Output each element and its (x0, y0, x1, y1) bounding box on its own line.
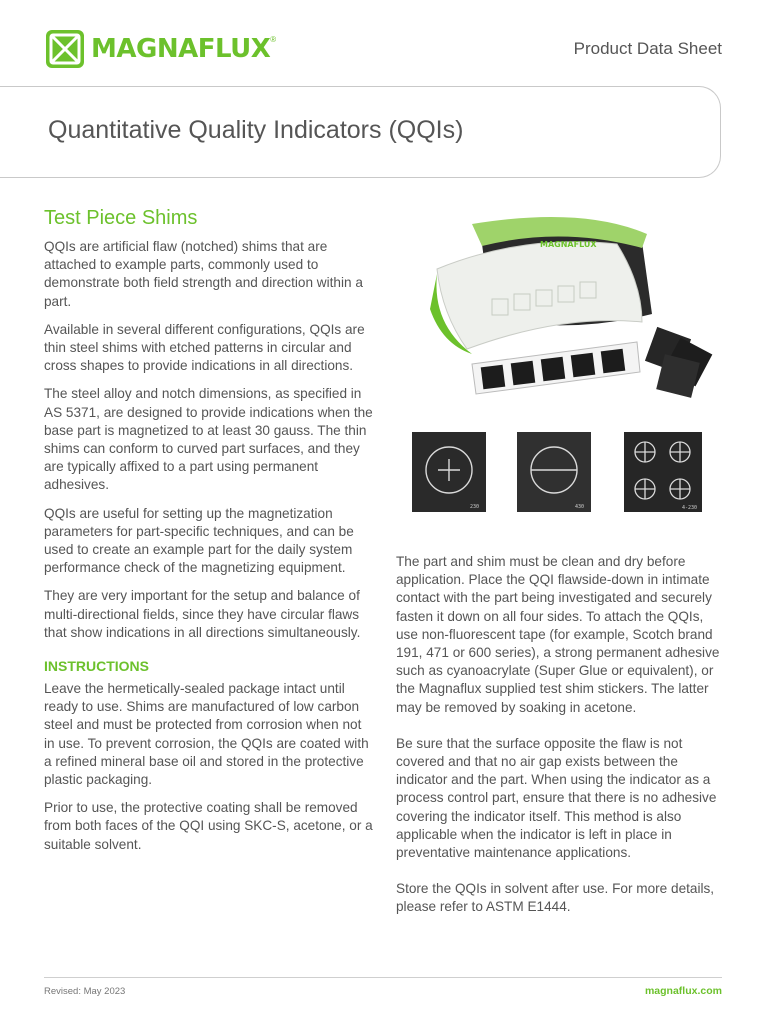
footer-divider (44, 977, 722, 978)
website-link[interactable]: magnaflux.com (644, 985, 722, 997)
section-heading: Test Piece Shims (44, 207, 198, 229)
shim-samples (410, 432, 726, 514)
magnaflux-logo-icon (45, 29, 85, 69)
shim-sample-four-circles (624, 432, 702, 512)
package-brand-text: MAGNAFLUX (540, 240, 597, 249)
product-package-image (412, 214, 722, 400)
shim-sample-circle-line (517, 432, 591, 512)
sample-label: 430 (575, 504, 585, 510)
section-paragraph: Available in several different configurations, QQIs are thin steel shims with etched patterns in circular and cross shapes to provide indications in all directions. (44, 321, 365, 374)
sample-label: 4-230 (682, 505, 698, 511)
sample-label: 230 (470, 504, 480, 510)
section-paragraph: They are very important for the setup and balance of multi-directional fields, since they have circular flaws that show indications in all directions simultaneously. (44, 588, 361, 640)
instructions-paragraph: The part and shim must be clean and dry before application. Place the QQI flawside-down in intimate contact with the part being investigated and securely fasten it down on all four sides. To attach the QQIs, use non-fluorescent tape (for example, Scotch brand 191, 471 or 600 series), a strong permanent adhesive such as cyanoacrylate (Super Glue or equivalent), or the Magnaflux supplied test shim stickers. The latter may be removed by soaking in acetone. (396, 554, 720, 715)
instructions-paragraph: Leave the hermetically-sealed package intact until ready to use. Shims are manufactured of low carbon steel and must be protected from corrosion when not in use. To prevent corrosion, the QQIs are coated with a refined mineral base oil and stored in the protective plastic packaging. (44, 681, 369, 788)
shim-sample-circle-cross (412, 432, 486, 512)
section-paragraph: QQIs are artificial flaw (notched) shims that are attached to example parts, commonly used to demonstrate both field strength and direction within a part. (44, 239, 363, 309)
document-type: Product Data Sheet (573, 39, 722, 58)
instructions-heading: INSTRUCTIONS (44, 658, 149, 675)
page-title: Quantitative Quality Indicators (QQIs) (48, 116, 464, 144)
section-paragraph: The steel alloy and notch dimensions, as specified in AS 5371, are designed to provide indications when the base part is magnetized to at least 30 gauss. The thin shims can conform to curved part surfaces, and they are typically affixed to a part using permanent adhesives. (44, 386, 373, 493)
instructions-paragraph: Prior to use, the protective coating shall be removed from both faces of the QQI using SKC-S, acetone, or a suitable solvent. (44, 800, 373, 852)
revision-date: Revised: May 2023 (44, 986, 126, 997)
left-column (44, 207, 374, 864)
section-paragraph: QQIs are useful for setting up the magnetization parameters for part-specific techniques, and can be used to create an example part for the daily system performance check of the magnetizing equipment. (44, 505, 354, 576)
brand-name: MAGNAFLUX (91, 34, 271, 64)
instructions-paragraph: Store the QQIs in solvent after use. For more details, please refer to ASTM E1444. (396, 881, 715, 915)
brand-logo (45, 29, 276, 69)
instructions-paragraph: Be sure that the surface opposite the flaw is not covered and that no air gap exists between the indicator and the part. When using the indicator as a process control part, ensure that there is no adhesive covering the indicator itself. This method is also applicable when the indicator is left in place in preventative maintenance applications. (396, 735, 717, 861)
right-column (396, 553, 726, 935)
trademark-symbol: ® (270, 34, 277, 44)
